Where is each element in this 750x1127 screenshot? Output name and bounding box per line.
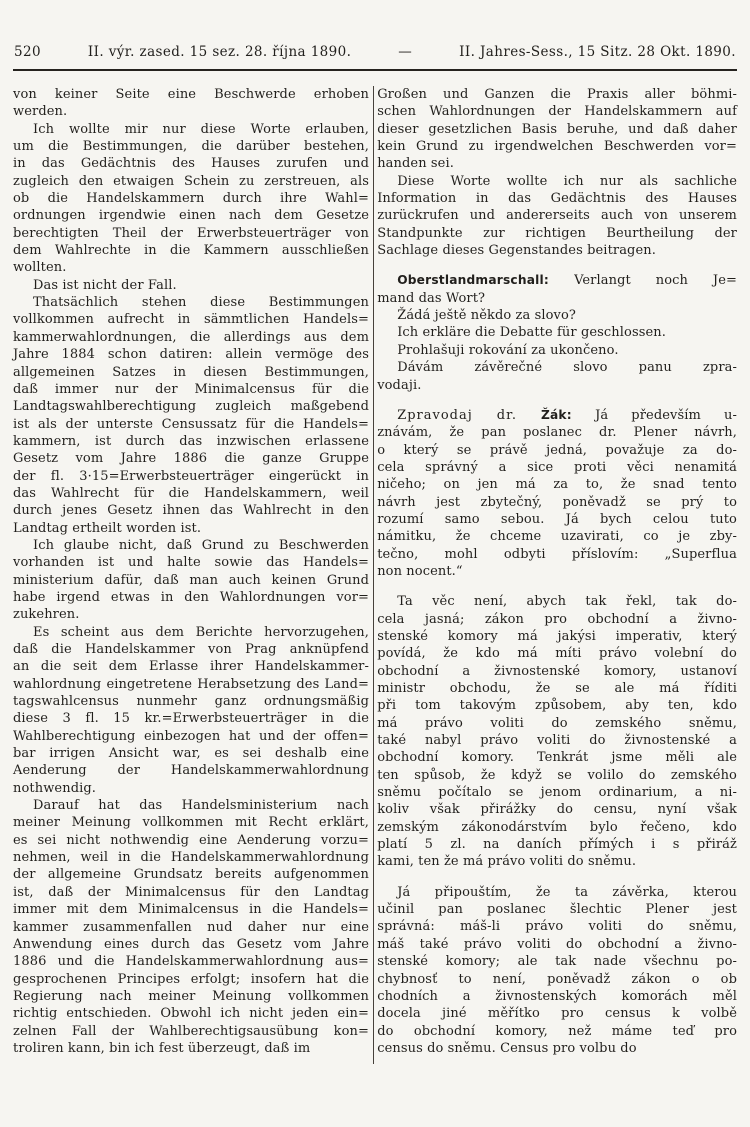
line-text: ob die Handelskammern durch ihre Wahl= xyxy=(13,191,369,207)
text-line xyxy=(13,988,369,1005)
text-line xyxy=(377,918,737,935)
text-line xyxy=(13,207,369,224)
text-line xyxy=(377,476,737,493)
line-text: obchodní komory. Tenkrát jsme měli ale xyxy=(377,750,737,766)
text-line xyxy=(13,520,369,537)
line-text: chodních a živnostenských komorách měl xyxy=(377,988,737,1004)
text-line xyxy=(13,745,369,762)
text-line xyxy=(13,346,369,363)
running-head-dash: — xyxy=(398,44,413,60)
text-line xyxy=(377,207,737,224)
text-line xyxy=(377,86,737,103)
line-text: kammern, ist durch das inzwischen erlassene xyxy=(13,433,369,449)
text-line xyxy=(377,121,737,138)
text-line xyxy=(13,849,369,866)
line-text: koliv však přirážky do censu, nyní však xyxy=(377,802,737,818)
text-line xyxy=(377,377,737,394)
line-text: werden. xyxy=(13,104,68,120)
speaker-prefix: Zpravodaj dr. xyxy=(397,407,541,423)
text-line xyxy=(377,103,737,120)
text-line xyxy=(377,767,737,784)
text-line xyxy=(13,398,369,415)
text-line xyxy=(377,494,737,511)
text-line xyxy=(13,710,369,727)
text-line xyxy=(377,546,737,563)
text-line xyxy=(13,259,369,276)
line-text: der allgemeine Grundsatz bereits aufgenommen xyxy=(13,867,369,883)
line-text: kami, ten že má právo voliti do sněmu. xyxy=(377,854,637,870)
line-text: platí 5 zl. na daních přímých i s přiráž xyxy=(377,837,737,853)
line-text: nothwendig. xyxy=(13,780,97,796)
text-line xyxy=(13,572,369,589)
text-line xyxy=(13,919,369,936)
text-line xyxy=(13,953,369,970)
line-text: handen sei. xyxy=(377,156,454,172)
line-text: Jahre 1884 schon datiren: allein vermöge des xyxy=(13,347,369,363)
text-line xyxy=(13,693,369,710)
line-text: troliren kann, bin ich fest überzeugt, daß im xyxy=(13,1040,311,1056)
text-line xyxy=(377,836,737,853)
text-line xyxy=(13,225,369,242)
line-text: Verlangt noch Je= xyxy=(574,273,737,289)
line-text: Es scheint aus dem Berichte hervorzugehen, xyxy=(33,624,369,640)
line-text: Ta věc není, abych tak řekl, tak do- xyxy=(397,594,737,610)
text-line xyxy=(13,173,369,190)
text-line xyxy=(377,359,737,376)
text-line xyxy=(377,936,737,953)
line-text: der fl. 3·15=Erwerbsteuerträger eingerückt in xyxy=(13,468,369,484)
line-text: diese 3 fl. 15 kr.=Erwerbsteuerträger in die xyxy=(13,711,369,727)
line-text: an die seit dem Erlasse ihrer Handelskammer- xyxy=(13,659,369,675)
line-text: správná: máš-li právo voliti do sněmu, xyxy=(377,919,737,935)
line-text: Großen und Ganzen die Praxis aller böhmi- xyxy=(377,87,737,102)
line-text: Gesetz vom Jahre 1886 die ganze Gruppe xyxy=(13,451,369,467)
text-line xyxy=(13,450,369,467)
line-text: Darauf hat das Handelsministerium nach xyxy=(33,798,369,814)
line-text: kammerwahlordnungen, die allerdings aus dem xyxy=(13,329,369,345)
text-line xyxy=(13,797,369,814)
line-text: zukehren. xyxy=(13,607,80,623)
text-line xyxy=(377,290,737,307)
text-line xyxy=(13,433,369,450)
text-line xyxy=(13,381,369,398)
line-text: námitku, že chceme uzavirati, co je zby- xyxy=(377,529,737,545)
text-line xyxy=(13,971,369,988)
text-line xyxy=(13,1005,369,1022)
text-line xyxy=(13,762,369,779)
text-line xyxy=(13,242,369,259)
text-line xyxy=(377,459,737,476)
text-line xyxy=(377,242,737,259)
line-text: učinil pan poslanec šlechtic Plener jest xyxy=(377,902,737,918)
line-text: cela správný a sice proti věci nenamitá xyxy=(377,459,737,475)
line-text: tečno, mohl odbyti příslovím: „Superflua xyxy=(377,546,737,562)
line-text: meiner Meinung vollkommen mit Recht erklärt, xyxy=(13,815,369,831)
text-line xyxy=(13,121,369,138)
line-text: dieser gesetzlichen Basis beruhe, und daß daher xyxy=(377,121,737,137)
line-text: kammer zusammenfallen nud daher nur eine xyxy=(13,919,369,935)
line-text: schen Wahlordnungen der Handelskammern auf xyxy=(377,104,737,120)
text-line xyxy=(13,676,369,693)
line-text: tagswahlcensus nunmehr ganz ordnungsmäßig xyxy=(13,694,369,710)
text-line xyxy=(13,728,369,745)
column-right xyxy=(377,86,737,1057)
line-text: Landtagswahlberechtigung zugleich maßgebend xyxy=(13,399,369,415)
line-text: Aenderung der Handelskammerwahlordnung xyxy=(13,763,369,779)
line-text: stenské komory; ale tak nade všechnu po- xyxy=(377,954,737,970)
line-text: Žádá ještě někdo za slovo? xyxy=(397,308,576,324)
text-line xyxy=(377,272,737,289)
text-line xyxy=(13,814,369,831)
line-text: wahlordnung eingetretene Herabsetzung des Land= xyxy=(13,676,369,692)
column-left xyxy=(13,86,369,1057)
line-text: habe irgend etwas in den Wahlordnungen vor= xyxy=(13,589,369,605)
text-line xyxy=(377,645,737,662)
line-text: es sei nicht nothwendig eine Aenderung vorzu= xyxy=(13,832,369,848)
text-line xyxy=(377,138,737,155)
text-line xyxy=(377,173,737,190)
line-text: Sachlage dieses Gegenstandes beitragen. xyxy=(377,243,656,259)
text-line xyxy=(377,155,737,172)
line-text: das Wahlrecht für die Handelskammern, weil xyxy=(13,485,369,501)
line-text: Das ist nicht der Fall. xyxy=(33,277,177,293)
text-line xyxy=(377,593,737,610)
text-line xyxy=(13,502,369,519)
line-text: immer mit dem Minimalcensus in die Handels= xyxy=(13,902,369,918)
line-text: mand das Wort? xyxy=(377,290,486,306)
line-text: Ich erkläre die Debatte für geschlossen. xyxy=(397,325,667,341)
text-line xyxy=(13,780,369,797)
text-line xyxy=(13,468,369,485)
line-text: daß die Handelskammer von Prag anknüpfend xyxy=(13,642,369,657)
header-rule xyxy=(13,69,737,71)
line-text: 1886 und die Handelskammerwahlordnung aus= xyxy=(13,954,369,970)
line-text: ist als der unterste Censussatz für die Handels= xyxy=(13,416,369,432)
line-text: vollkommen aufrecht in sämmtlichen Handels= xyxy=(13,312,369,328)
text-line xyxy=(13,832,369,849)
line-text: vodaji. xyxy=(377,377,422,393)
line-text: richtig entschieden. Obwohl ich nicht jeden ein= xyxy=(13,1006,369,1022)
text-line xyxy=(377,680,737,697)
text-line xyxy=(13,329,369,346)
line-text: census do sněmu. Census pro volbu do xyxy=(377,1040,637,1056)
line-text: berechtigten Theil der Erwerbsteuerträger von xyxy=(13,225,369,241)
line-text: máš také právo voliti do obchodní a živno- xyxy=(377,936,737,952)
text-line xyxy=(13,416,369,433)
text-line xyxy=(377,819,737,836)
text-line xyxy=(377,715,737,732)
text-line xyxy=(377,342,737,359)
text-line xyxy=(13,485,369,502)
line-text: von keiner Seite eine Beschwerde erhoben xyxy=(13,87,369,102)
line-text: cela jasná; zákon pro obchodní a živno- xyxy=(377,611,737,627)
line-text: zurückrufen und andererseits auch von unserem xyxy=(377,208,737,224)
text-line xyxy=(377,801,737,818)
line-text: ist, daß der Minimalcensus für den Landtag xyxy=(13,884,369,900)
running-head xyxy=(14,44,736,60)
text-line xyxy=(13,658,369,675)
line-text: zugleich den etwaigen Schein zu zerstreuen, als xyxy=(13,173,369,189)
line-text: zelnen Fall der Wahlberechtigsausübung kon= xyxy=(13,1023,369,1039)
line-text: také nabyl právo voliti do živnostenské a xyxy=(377,733,737,749)
text-line xyxy=(13,1040,369,1057)
line-text: zemským zákonodárstvím bylo řečeno, kdo xyxy=(377,819,737,835)
text-line xyxy=(13,190,369,207)
line-text: Regierung nach meiner Meinung vollkommen xyxy=(13,988,369,1004)
line-text: při tom takovým způsobem, aby ten, kdo xyxy=(377,698,737,714)
line-text: stenské komory má jakýsi imperativ, který xyxy=(377,628,737,644)
text-line xyxy=(13,294,369,311)
line-text: ten spůsob, že když se volilo do zemského xyxy=(377,767,737,783)
line-text: allgemeinen Satzes in diesen Bestimmungen, xyxy=(13,364,369,380)
line-text: gesprochenen Principes erfolgt; insofern hat die xyxy=(13,971,369,987)
line-text: Ich glaube nicht, daß Grund zu Beschwerden xyxy=(33,537,369,553)
text-line xyxy=(377,884,737,901)
line-text: do obchodní komory, než máme teď pro xyxy=(377,1023,737,1039)
line-text: Landtag ertheilt worden ist. xyxy=(13,520,202,536)
text-line xyxy=(377,511,737,528)
text-line xyxy=(377,225,737,242)
line-text: Já připouštím, že ta závěrka, kterou xyxy=(397,884,737,900)
line-text: ministr obchodu, že se ale má říditi xyxy=(377,681,737,696)
text-line xyxy=(377,663,737,680)
text-line xyxy=(377,324,737,341)
text-line xyxy=(13,537,369,554)
text-columns xyxy=(13,86,737,1064)
text-line xyxy=(13,589,369,606)
running-head-german: II. Jahres-Sess., 15 Sitz. 28 Okt. 1890. xyxy=(459,44,736,60)
speaker-name: Oberstlandmarschall: xyxy=(397,273,575,288)
speaker-name: Žák: xyxy=(540,407,596,422)
line-text: bar irrigen Ansicht war, es sei deshalb eine xyxy=(13,746,369,762)
line-text: ordnungen irgendwie einen nach dem Gesetze xyxy=(13,208,369,224)
text-line xyxy=(13,901,369,918)
text-line xyxy=(377,307,737,324)
text-line xyxy=(13,554,369,571)
text-line xyxy=(13,364,369,381)
line-text: ničeho; on jen má za to, že snad tento xyxy=(377,477,737,493)
line-text: obchodní a živnostenské komory, ustanoví xyxy=(377,663,737,679)
line-text: Information in das Gedächtnis des Hauses xyxy=(377,191,737,207)
text-line xyxy=(13,624,369,641)
line-text: daß immer nur der Minimalcensus für die xyxy=(13,381,369,397)
text-line xyxy=(377,697,737,714)
line-text: má právo voliti do zemského sněmu, xyxy=(377,715,737,731)
line-text: návrh jest zbytečný, poněvadž se prý to xyxy=(377,494,737,510)
line-text: non nocent.“ xyxy=(377,563,463,579)
text-line xyxy=(13,277,369,294)
text-line xyxy=(13,155,369,172)
text-line xyxy=(377,424,737,441)
text-line xyxy=(13,103,369,120)
line-text: znávám, že pan poslanec dr. Plener návrh, xyxy=(377,425,737,441)
line-text: dem Wahlrechte in die Kammern ausschließen xyxy=(13,243,369,259)
line-text: kein Grund zu irgendwelchen Beschwerden vor= xyxy=(377,139,737,155)
text-line xyxy=(377,853,737,870)
text-line xyxy=(377,407,737,424)
text-line xyxy=(377,528,737,545)
text-line xyxy=(377,1040,737,1057)
line-text: Prohlašuji rokování za ukončeno. xyxy=(397,342,619,358)
text-line xyxy=(377,784,737,801)
line-text: Wahlberechtigung einbezogen hat und der offen= xyxy=(13,728,369,744)
line-text: Dávám závěrečné slovo panu zpra- xyxy=(397,360,737,376)
line-text: o který se právě jedná, považuje za do- xyxy=(377,442,737,458)
text-line xyxy=(377,988,737,1005)
text-line xyxy=(377,190,737,207)
text-line xyxy=(377,971,737,988)
page-number: 520 xyxy=(14,44,41,60)
line-text: in das Gedächtnis des Hauses zurufen und xyxy=(13,156,369,172)
text-line xyxy=(13,86,369,103)
text-line xyxy=(13,311,369,328)
text-line xyxy=(13,606,369,623)
line-text: wollten. xyxy=(13,260,67,276)
text-line xyxy=(377,628,737,645)
line-text: Já především u- xyxy=(595,407,737,423)
line-text: chybnosť to není, poněvadž zákon o ob xyxy=(377,971,737,987)
line-text: Standpunkte zur richtigen Beurtheilung der xyxy=(377,225,737,241)
column-divider-rule xyxy=(373,86,374,1064)
text-line xyxy=(13,1023,369,1040)
text-line xyxy=(13,641,369,658)
running-head-czech: II. výr. zased. 15 sez. 28. října 1890. xyxy=(87,44,352,60)
line-text: durch jenes Gesetz ihnen das Wahlrecht in den xyxy=(13,503,369,519)
line-text: nehmen, weil in die Handelskammerwahlordnung xyxy=(13,850,369,866)
text-line xyxy=(377,1005,737,1022)
line-text: povídá, že kdo má míti právo volební do xyxy=(377,646,737,662)
text-line xyxy=(377,1023,737,1040)
text-line xyxy=(13,884,369,901)
line-text: um die Bestimmungen, die darüber bestehen, xyxy=(13,139,369,155)
text-line xyxy=(13,936,369,953)
line-text: ministerium dafür, daß man auch keinen Grund xyxy=(13,572,369,588)
text-line xyxy=(377,442,737,459)
line-text: docela jiné měřítko pro census k volbě xyxy=(377,1006,737,1022)
text-line xyxy=(13,866,369,883)
line-text: vorhanden ist und halte sowie das Handels= xyxy=(13,555,369,571)
text-line xyxy=(377,953,737,970)
text-line xyxy=(377,732,737,749)
line-text: Thatsächlich stehen diese Bestimmungen xyxy=(33,295,369,311)
line-text: Ich wollte mir nur diese Worte erlauben, xyxy=(33,121,369,137)
line-text: Anwendung eines durch das Gesetz vom Jahre xyxy=(13,936,369,952)
text-line xyxy=(377,563,737,580)
text-line xyxy=(377,611,737,628)
text-line xyxy=(377,749,737,766)
line-text: rozumí samo sebou. Já bych celou tuto xyxy=(377,511,737,527)
text-line xyxy=(13,138,369,155)
text-line xyxy=(377,901,737,918)
line-text: Diese Worte wollte ich nur als sachliche xyxy=(397,173,737,189)
line-text: sněmu počítalo se jenom ordinarium, a ni- xyxy=(377,785,737,801)
